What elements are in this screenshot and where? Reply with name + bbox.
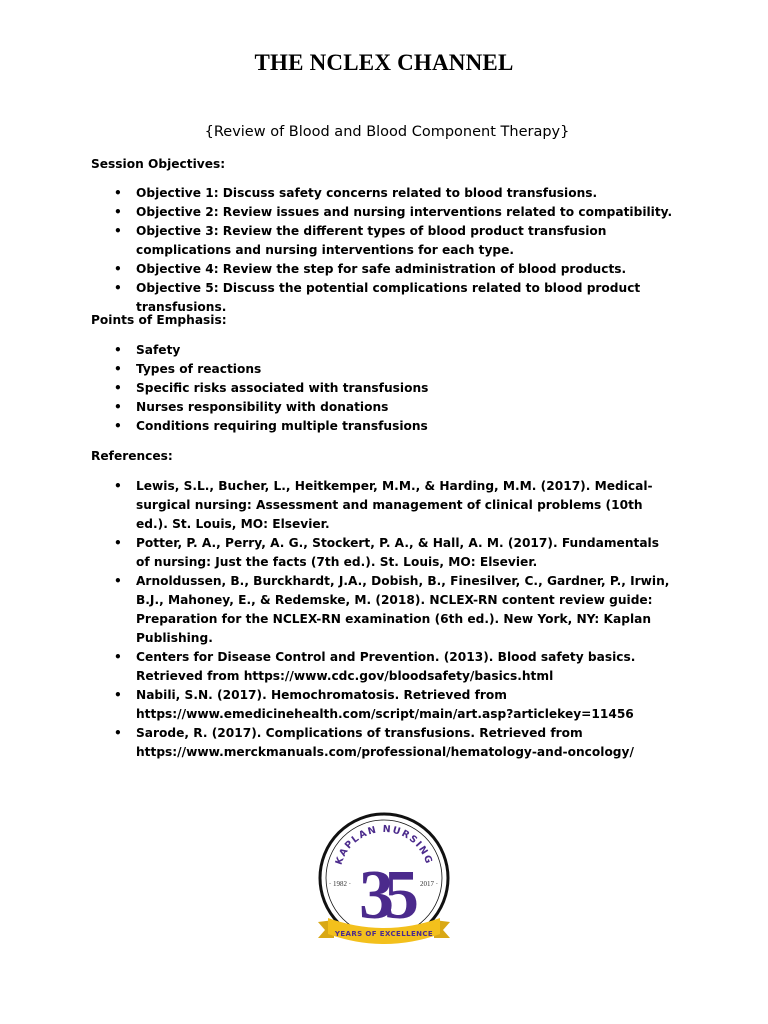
year-left: · 1982 · <box>328 880 352 888</box>
session-objectives-list <box>0 184 676 317</box>
ribbon-text: YEARS OF EXCELLENCE <box>334 930 434 938</box>
list-item: • Objective 2: Review issues and nursing interventions related to compatibility. <box>0 203 676 222</box>
reference-item: • Potter, P. A., Perry, A. G., Stockert, P. A., & Hall, A. M. (2017). Fundamentals of nursing: Just the facts (7th ed.). St. Louis, MO: Elsevier. <box>0 534 676 572</box>
list-item: • Nurses responsibility with donations <box>0 398 676 417</box>
document-title: THE NCLEX CHANNEL <box>254 50 514 75</box>
list-item: • Specific risks associated with transfusions <box>0 379 676 398</box>
seal-graphic <box>316 810 452 966</box>
list-item: • Conditions requiring multiple transfusions <box>0 417 676 436</box>
list-item: • Objective 5: Discuss the potential complications related to blood product transfusions. <box>0 279 676 317</box>
reference-item: • Arnoldussen, B., Burckhardt, J.A., Dobish, B., Finesilver, C., Gardner, P., Irwin, B.J., Mahoney, E., & Redemske, M. (2018). NCLEX-RN content review guide: Preparation for the NCLEX-RN examination (6th ed.). New York, NY: Kaplan Publishing. <box>0 572 676 648</box>
kaplan-nursing-35-years-logo <box>316 810 452 966</box>
references-list <box>0 477 676 762</box>
list-item: • Objective 3: Review the different types of blood product transfusion complications and nursing interventions for each type. <box>0 222 676 260</box>
arc-text: KAPLAN NURSING <box>333 823 435 867</box>
list-item: • Safety <box>0 341 676 360</box>
list-item: • Objective 4: Review the step for safe administration of blood products. <box>0 260 676 279</box>
points-of-emphasis-list <box>0 341 676 436</box>
document-subtitle: {Review of Blood and Blood Component Therapy} <box>204 124 570 140</box>
references-heading: References: <box>91 449 173 463</box>
reference-item: • Sarode, R. (2017). Complications of transfusions. Retrieved from https://www.merckmanuals.com/professional/hematology-and-oncology/ <box>0 724 676 762</box>
points-of-emphasis-heading: Points of Emphasis: <box>91 313 227 327</box>
reference-item: • Lewis, S.L., Bucher, L., Heitkemper, M.M., & Harding, M.M. (2017). Medical-surgical nursing: Assessment and management of clinical problems (10th ed.). St. Louis, MO: Elsevier. <box>0 477 676 534</box>
anniversary-number: 35 <box>359 857 409 934</box>
reference-item: • Centers for Disease Control and Prevention. (2013). Blood safety basics. Retrieved from https://www.cdc.gov/bloodsafety/basics.html <box>0 648 676 686</box>
list-item: • Objective 1: Discuss safety concerns related to blood transfusions. <box>0 184 676 203</box>
reference-item: • Nabili, S.N. (2017). Hemochromatosis. Retrieved from https://www.emedicinehealth.com/script/main/art.asp?articlekey=11456 <box>0 686 676 724</box>
list-item: • Types of reactions <box>0 360 676 379</box>
year-right: 2017 · <box>419 880 439 888</box>
session-objectives-heading: Session Objectives: <box>91 157 226 171</box>
